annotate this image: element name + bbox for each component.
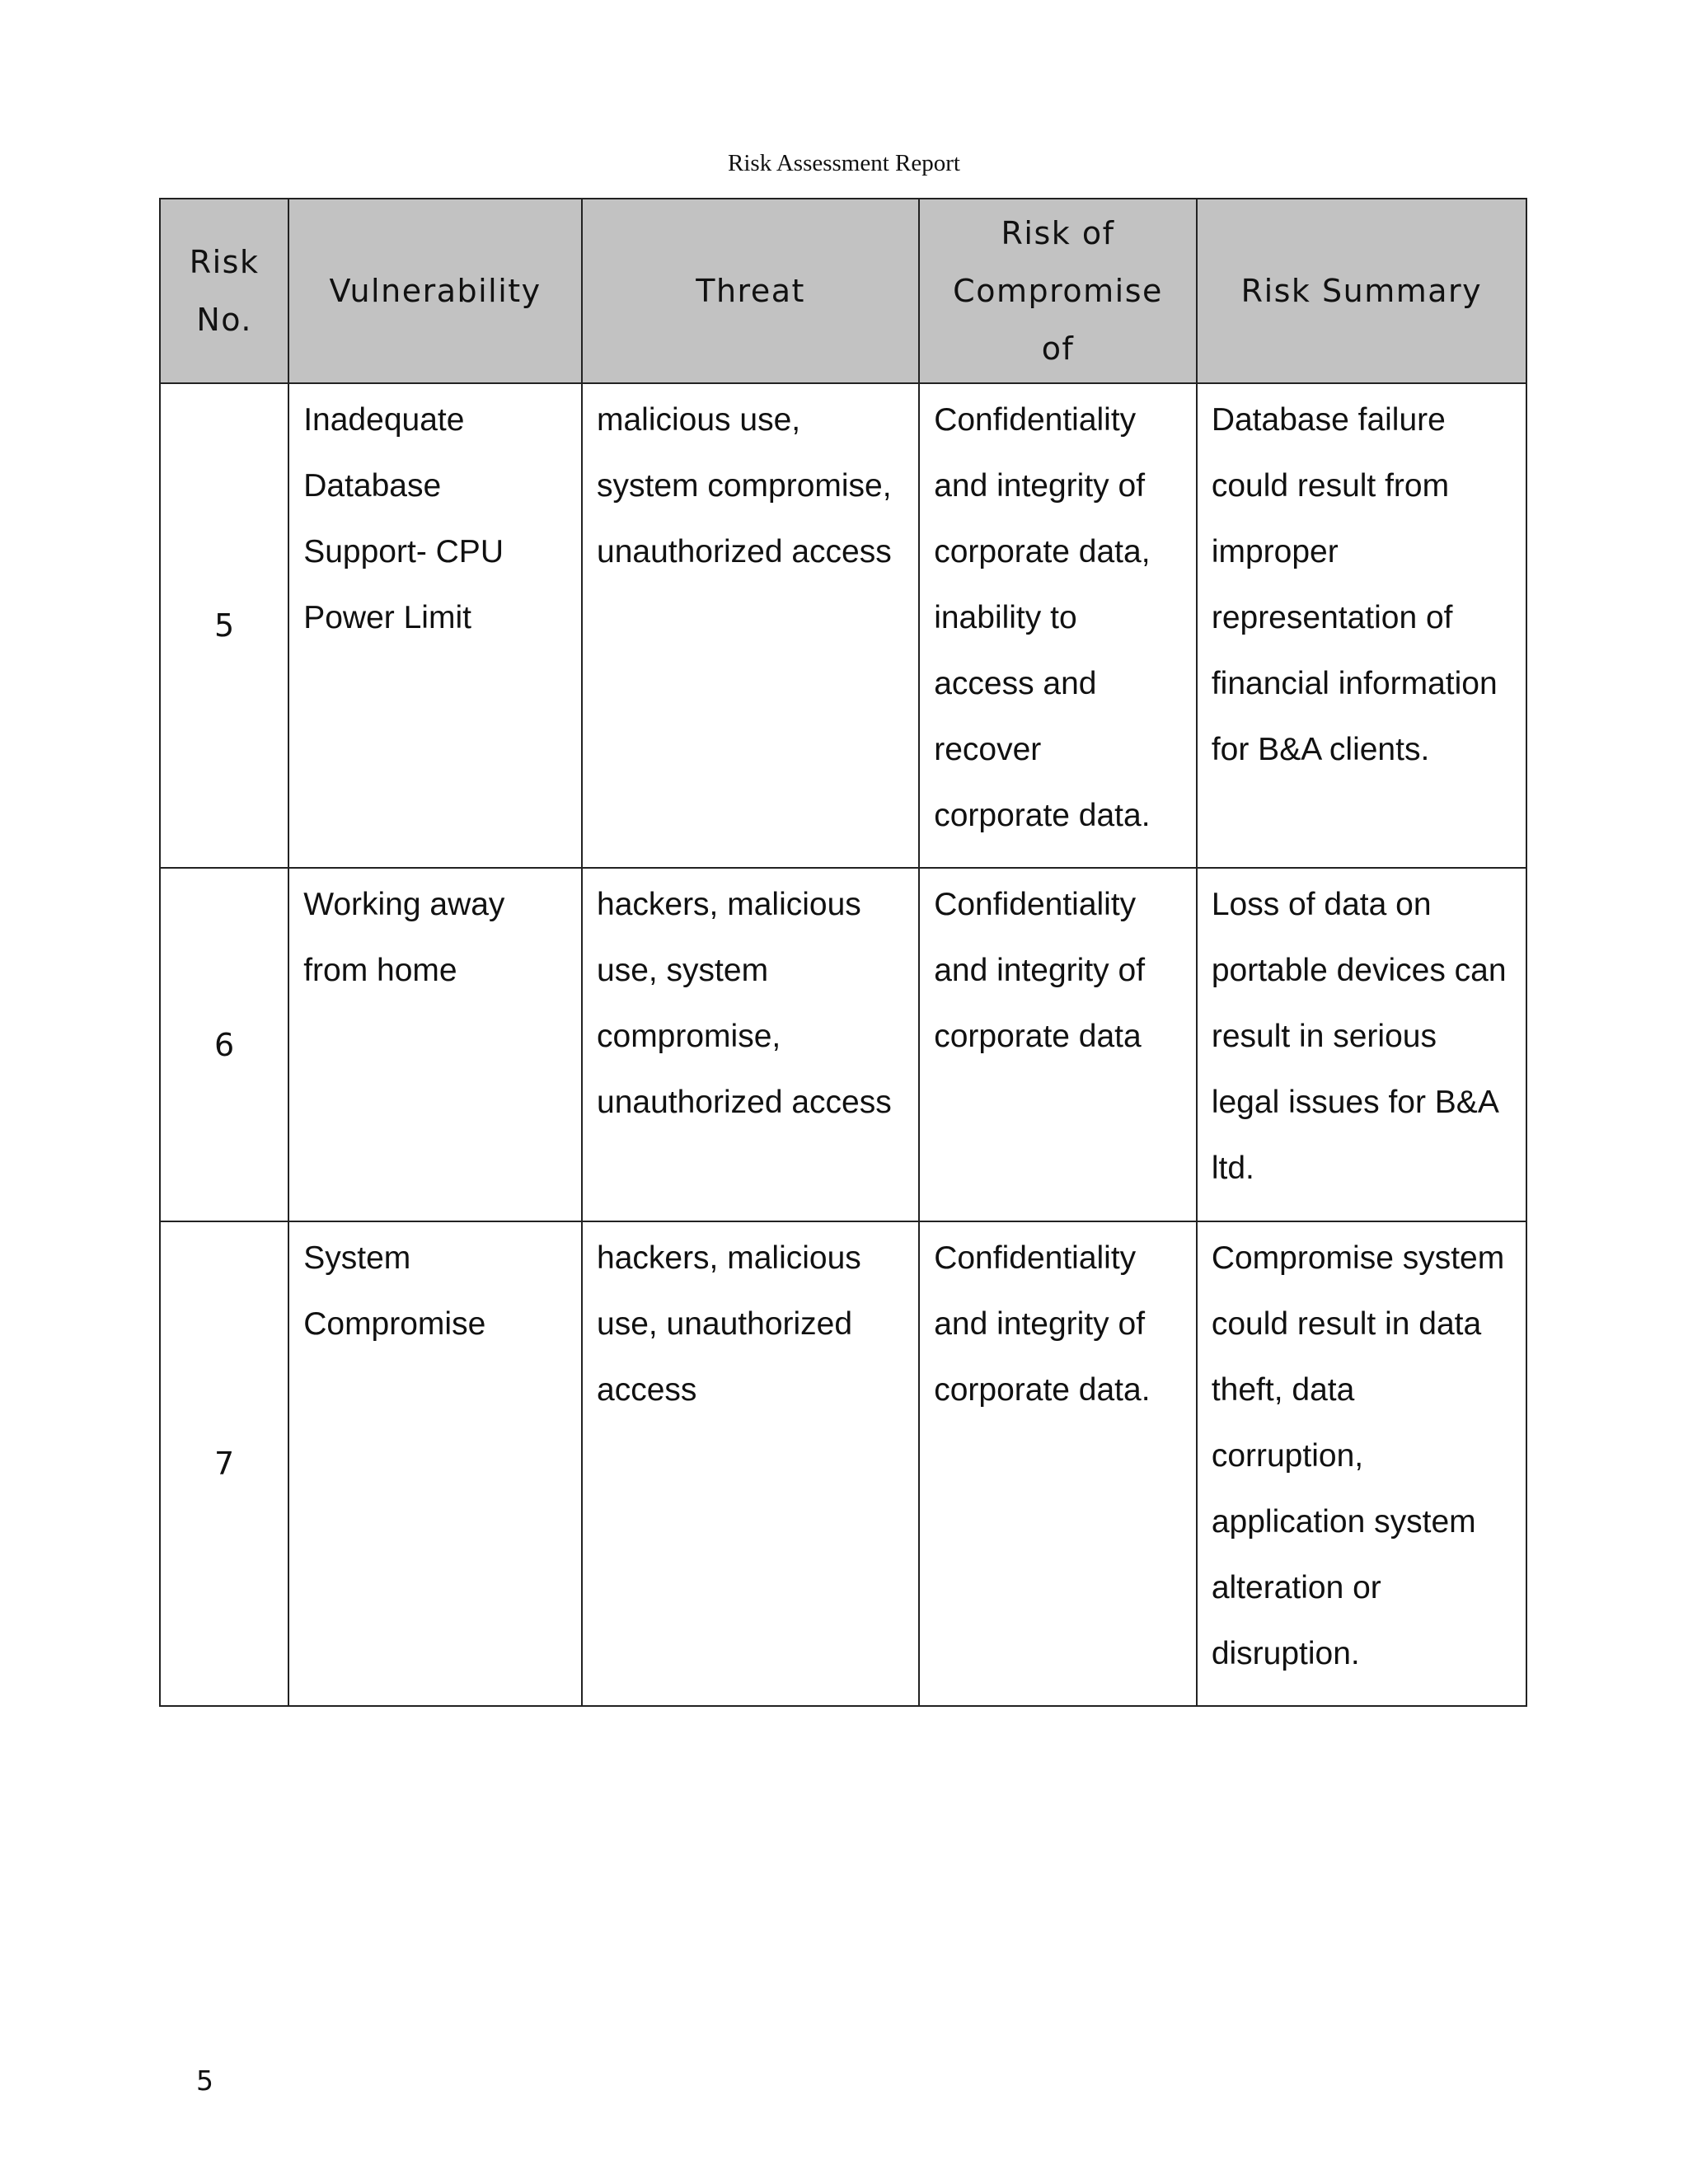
page-number: 5 — [196, 2064, 213, 2097]
vulnerability-cell: Inadequate Database Support- CPU Power Limit — [288, 383, 582, 868]
risk-summary-cell: Loss of data on portable devices can result in serious legal issues for B&A ltd. — [1197, 868, 1526, 1221]
risk-number: 5 — [160, 383, 288, 868]
risk-summary-cell: Database failure could result from improper representation of financial information for B&A clients. — [1197, 383, 1526, 868]
risk-summary-cell: Compromise system could result in data theft, data corruption, application system alteration or disruption. — [1197, 1221, 1526, 1706]
risk-of-compromise-cell: Confidentiality and integrity of corporate data. — [919, 1221, 1197, 1706]
page-header: Risk Assessment Report — [728, 150, 960, 176]
column-header-risk-summary: Risk Summary — [1197, 199, 1526, 383]
risk-number: 6 — [160, 868, 288, 1221]
table-row — [160, 383, 1526, 868]
risk-assessment-table — [159, 198, 1527, 1707]
threat-cell: malicious use, system compromise, unauthorized access — [582, 383, 919, 868]
threat-cell: hackers, malicious use, system compromise, unauthorized access — [582, 868, 919, 1221]
risk-of-compromise-cell: Confidentiality and integrity of corporate data, inability to access and recover corporate data. — [919, 383, 1197, 868]
vulnerability-cell: Working away from home — [288, 868, 582, 1221]
column-header-risk-of-compromise: Risk of Compromise of — [919, 199, 1197, 383]
risk-of-compromise-cell: Confidentiality and integrity of corporate data — [919, 868, 1197, 1221]
threat-cell: hackers, malicious use, unauthorized access — [582, 1221, 919, 1706]
column-header-vulnerability: Vulnerability — [288, 199, 582, 383]
vulnerability-cell: System Compromise — [288, 1221, 582, 1706]
table-row — [160, 1221, 1526, 1706]
column-header-risk-no: Risk No. — [160, 199, 288, 383]
column-header-threat: Threat — [582, 199, 919, 383]
risk-number: 7 — [160, 1221, 288, 1706]
table-row — [160, 868, 1526, 1221]
table-header-row — [160, 199, 1526, 383]
